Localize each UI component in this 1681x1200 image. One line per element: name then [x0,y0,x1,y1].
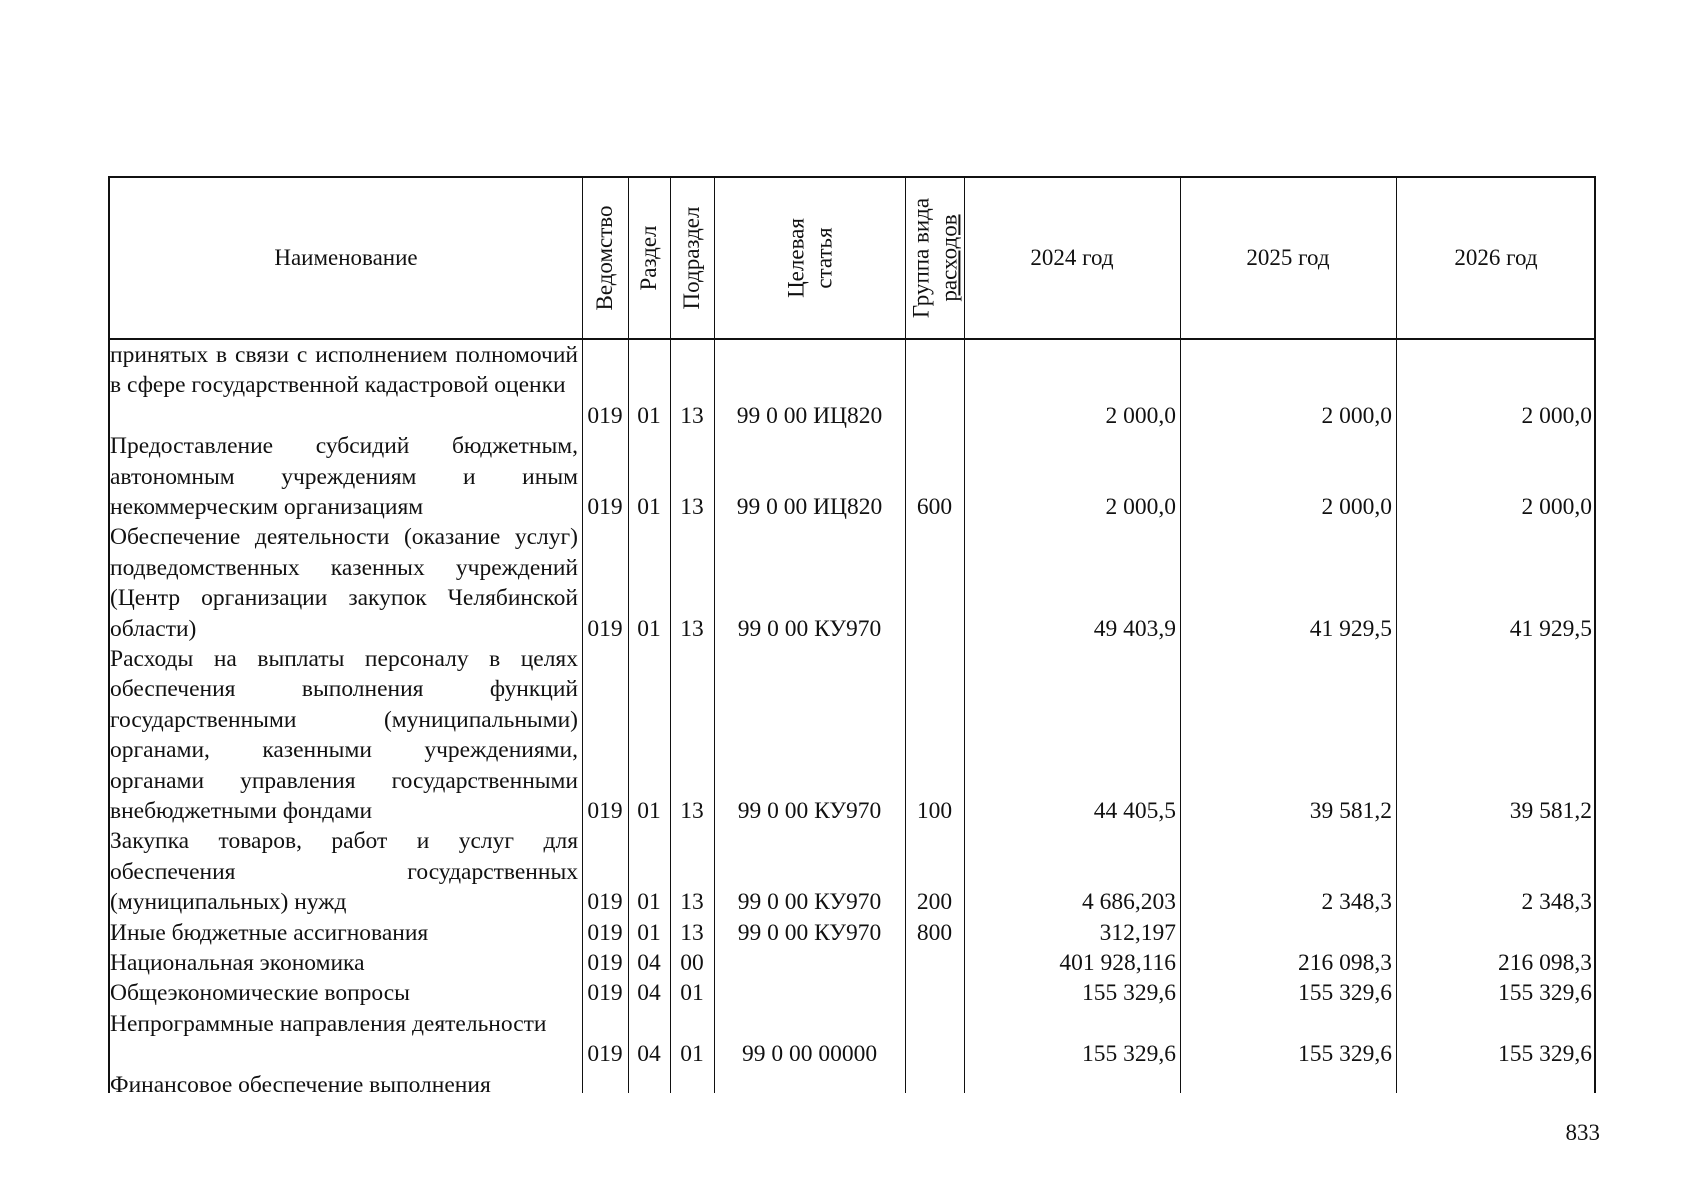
header-celevaya-statya [714,178,905,338]
header-celevaya-line1: Целевая [782,218,808,298]
row-podrazdel: 13 [680,402,704,429]
row-amount-2025: 2 348,3 [1321,889,1392,916]
row-amount-2024: 49 403,9 [1093,615,1176,642]
row-amount-2026: 41 929,5 [1509,615,1592,642]
row-razdel: 01 [637,402,661,429]
row-podrazdel: 00 [680,950,704,976]
row-podrazdel: 13 [680,493,704,520]
row-name: Финансовое обеспечение выполнения [110,1071,491,1098]
row-amount-2026: 2 000,0 [1521,402,1592,429]
header-gruppa-line2: расходов [935,214,961,302]
header-name [110,178,582,338]
row-vr: 200 [916,889,953,916]
row-ved: 019 [587,919,623,946]
row-amount-2024: 44 405,5 [1093,798,1176,824]
row-name: Национальная экономика [110,950,365,976]
row-ved: 019 [587,615,623,642]
row-name: Обеспечение деятельности (оказание услуг) подведомственных казенных учреждений (Центр организации закупок Челябинской области) [110,524,578,642]
table-row [110,948,1594,978]
row-razdel: 04 [637,950,661,976]
header-razdel-label: Раздел [636,225,662,291]
page-number: 833 [1565,1120,1600,1145]
table-row [110,978,1594,1008]
header-vedomstvo [582,178,628,338]
budget-table [108,176,1596,1098]
row-podrazdel: 01 [680,1041,704,1068]
header-vedomstvo-label: Ведомство [592,205,618,311]
row-name: Закупка товаров, работ и услуг для обеспечения государственных (муниципальных) нужд [110,828,578,916]
row-ved: 019 [587,950,623,976]
row-amount-2024: 2 000,0 [1105,402,1176,429]
row-name: Общеэкономические вопросы [110,980,410,1007]
row-amount-2025: 155 329,6 [1298,980,1392,1007]
row-vr: 800 [916,919,953,946]
row-vr: 100 [916,798,953,824]
header-gruppa-line1: Группа вида [907,197,933,319]
row-razdel: 01 [637,919,661,946]
row-cs: 99 0 00 ИЦ820 [736,493,883,520]
table-row [110,431,1594,522]
row-cs: 99 0 00 ИЦ820 [736,402,883,429]
row-amount-2024: 155 329,6 [1082,980,1176,1007]
table-row [110,340,1594,431]
row-razdel: 01 [637,889,661,916]
row-ved: 019 [587,889,623,916]
header-year-2024-label: 2024 год [1030,244,1114,270]
row-amount-2025: 155 329,6 [1298,1041,1392,1068]
header-gruppa-label [907,198,962,318]
header-year-2025-label: 2025 год [1246,244,1330,270]
table-row [110,918,1594,948]
row-amount-2025: 216 098,3 [1298,950,1392,976]
header-podrazdel-label: Подраздел [679,206,705,310]
row-podrazdel: 01 [680,980,704,1007]
row-name: Непрограммные направления деятельности [110,1010,547,1037]
row-amount-2024: 155 329,6 [1082,1041,1176,1068]
row-name: Расходы на выплаты персоналу в целях обеспечения выполнения функций государственными (муниципальными) органами, казенными учреждениями, органами управления государственными внебюджетными фондами [110,646,578,825]
table-row [110,522,1594,644]
header-year-2026 [1396,178,1596,338]
table-row [110,826,1594,917]
row-amount-2025: 41 929,5 [1309,615,1392,642]
row-razdel: 04 [637,980,661,1007]
row-podrazdel: 13 [680,615,704,642]
row-name: Иные бюджетные ассигнования [110,919,429,946]
row-cs: 99 0 00 КУ970 [737,798,882,824]
header-celevaya-line2: статья [810,227,836,289]
row-ved: 019 [587,493,623,520]
row-ved: 019 [587,980,623,1007]
row-amount-2026: 2 348,3 [1521,889,1592,916]
row-amount-2025: 2 000,0 [1321,402,1392,429]
row-razdel: 01 [637,798,661,824]
row-amount-2026: 216 098,3 [1498,950,1592,976]
row-podrazdel: 13 [680,798,704,824]
row-name: Предоставление субсидий бюджетным, автономным учреждениям и иным некоммерческим организациям [110,433,578,520]
row-ved: 019 [587,1041,623,1068]
row-amount-2025: 2 000,0 [1321,493,1392,520]
row-podrazdel: 13 [680,919,704,946]
row-amount-2026: 155 329,6 [1498,980,1592,1007]
row-amount-2026: 2 000,0 [1521,493,1592,520]
row-amount-2026: 39 581,2 [1509,798,1592,824]
row-amount-2024: 4 686,203 [1082,889,1176,916]
row-amount-2024: 401 928,116 [1059,950,1176,976]
row-razdel: 01 [637,493,661,520]
header-year-2024 [964,178,1180,338]
row-vr: 600 [916,493,953,520]
row-cs: 99 0 00 КУ970 [737,615,882,642]
row-podrazdel: 13 [680,889,704,916]
row-name: принятых в связи с исполнением полномочий в сфере государственной кадастровой оценки [110,342,578,399]
header-gruppa [905,178,964,338]
row-cs: 99 0 00 КУ970 [737,919,882,946]
table-row [110,1009,1594,1070]
header-podrazdel [670,178,714,338]
header-razdel [628,178,670,338]
header-year-2025 [1180,178,1396,338]
row-razdel: 04 [637,1041,661,1068]
header-name-label: Наименование [274,244,418,270]
row-amount-2025: 39 581,2 [1309,798,1392,824]
table-row [110,644,1594,826]
row-cs: 99 0 00 00000 [741,1041,878,1068]
row-cs: 99 0 00 КУ970 [737,889,882,916]
row-ved: 019 [587,402,623,429]
table-row [110,1070,1594,1100]
header-celevaya-label [782,218,837,298]
row-razdel: 01 [637,615,661,642]
row-amount-2024: 2 000,0 [1105,493,1176,520]
row-ved: 019 [587,798,623,824]
row-amount-2024: 312,197 [1099,919,1176,946]
row-amount-2026: 155 329,6 [1498,1041,1592,1068]
header-year-2026-label: 2026 год [1454,244,1538,270]
